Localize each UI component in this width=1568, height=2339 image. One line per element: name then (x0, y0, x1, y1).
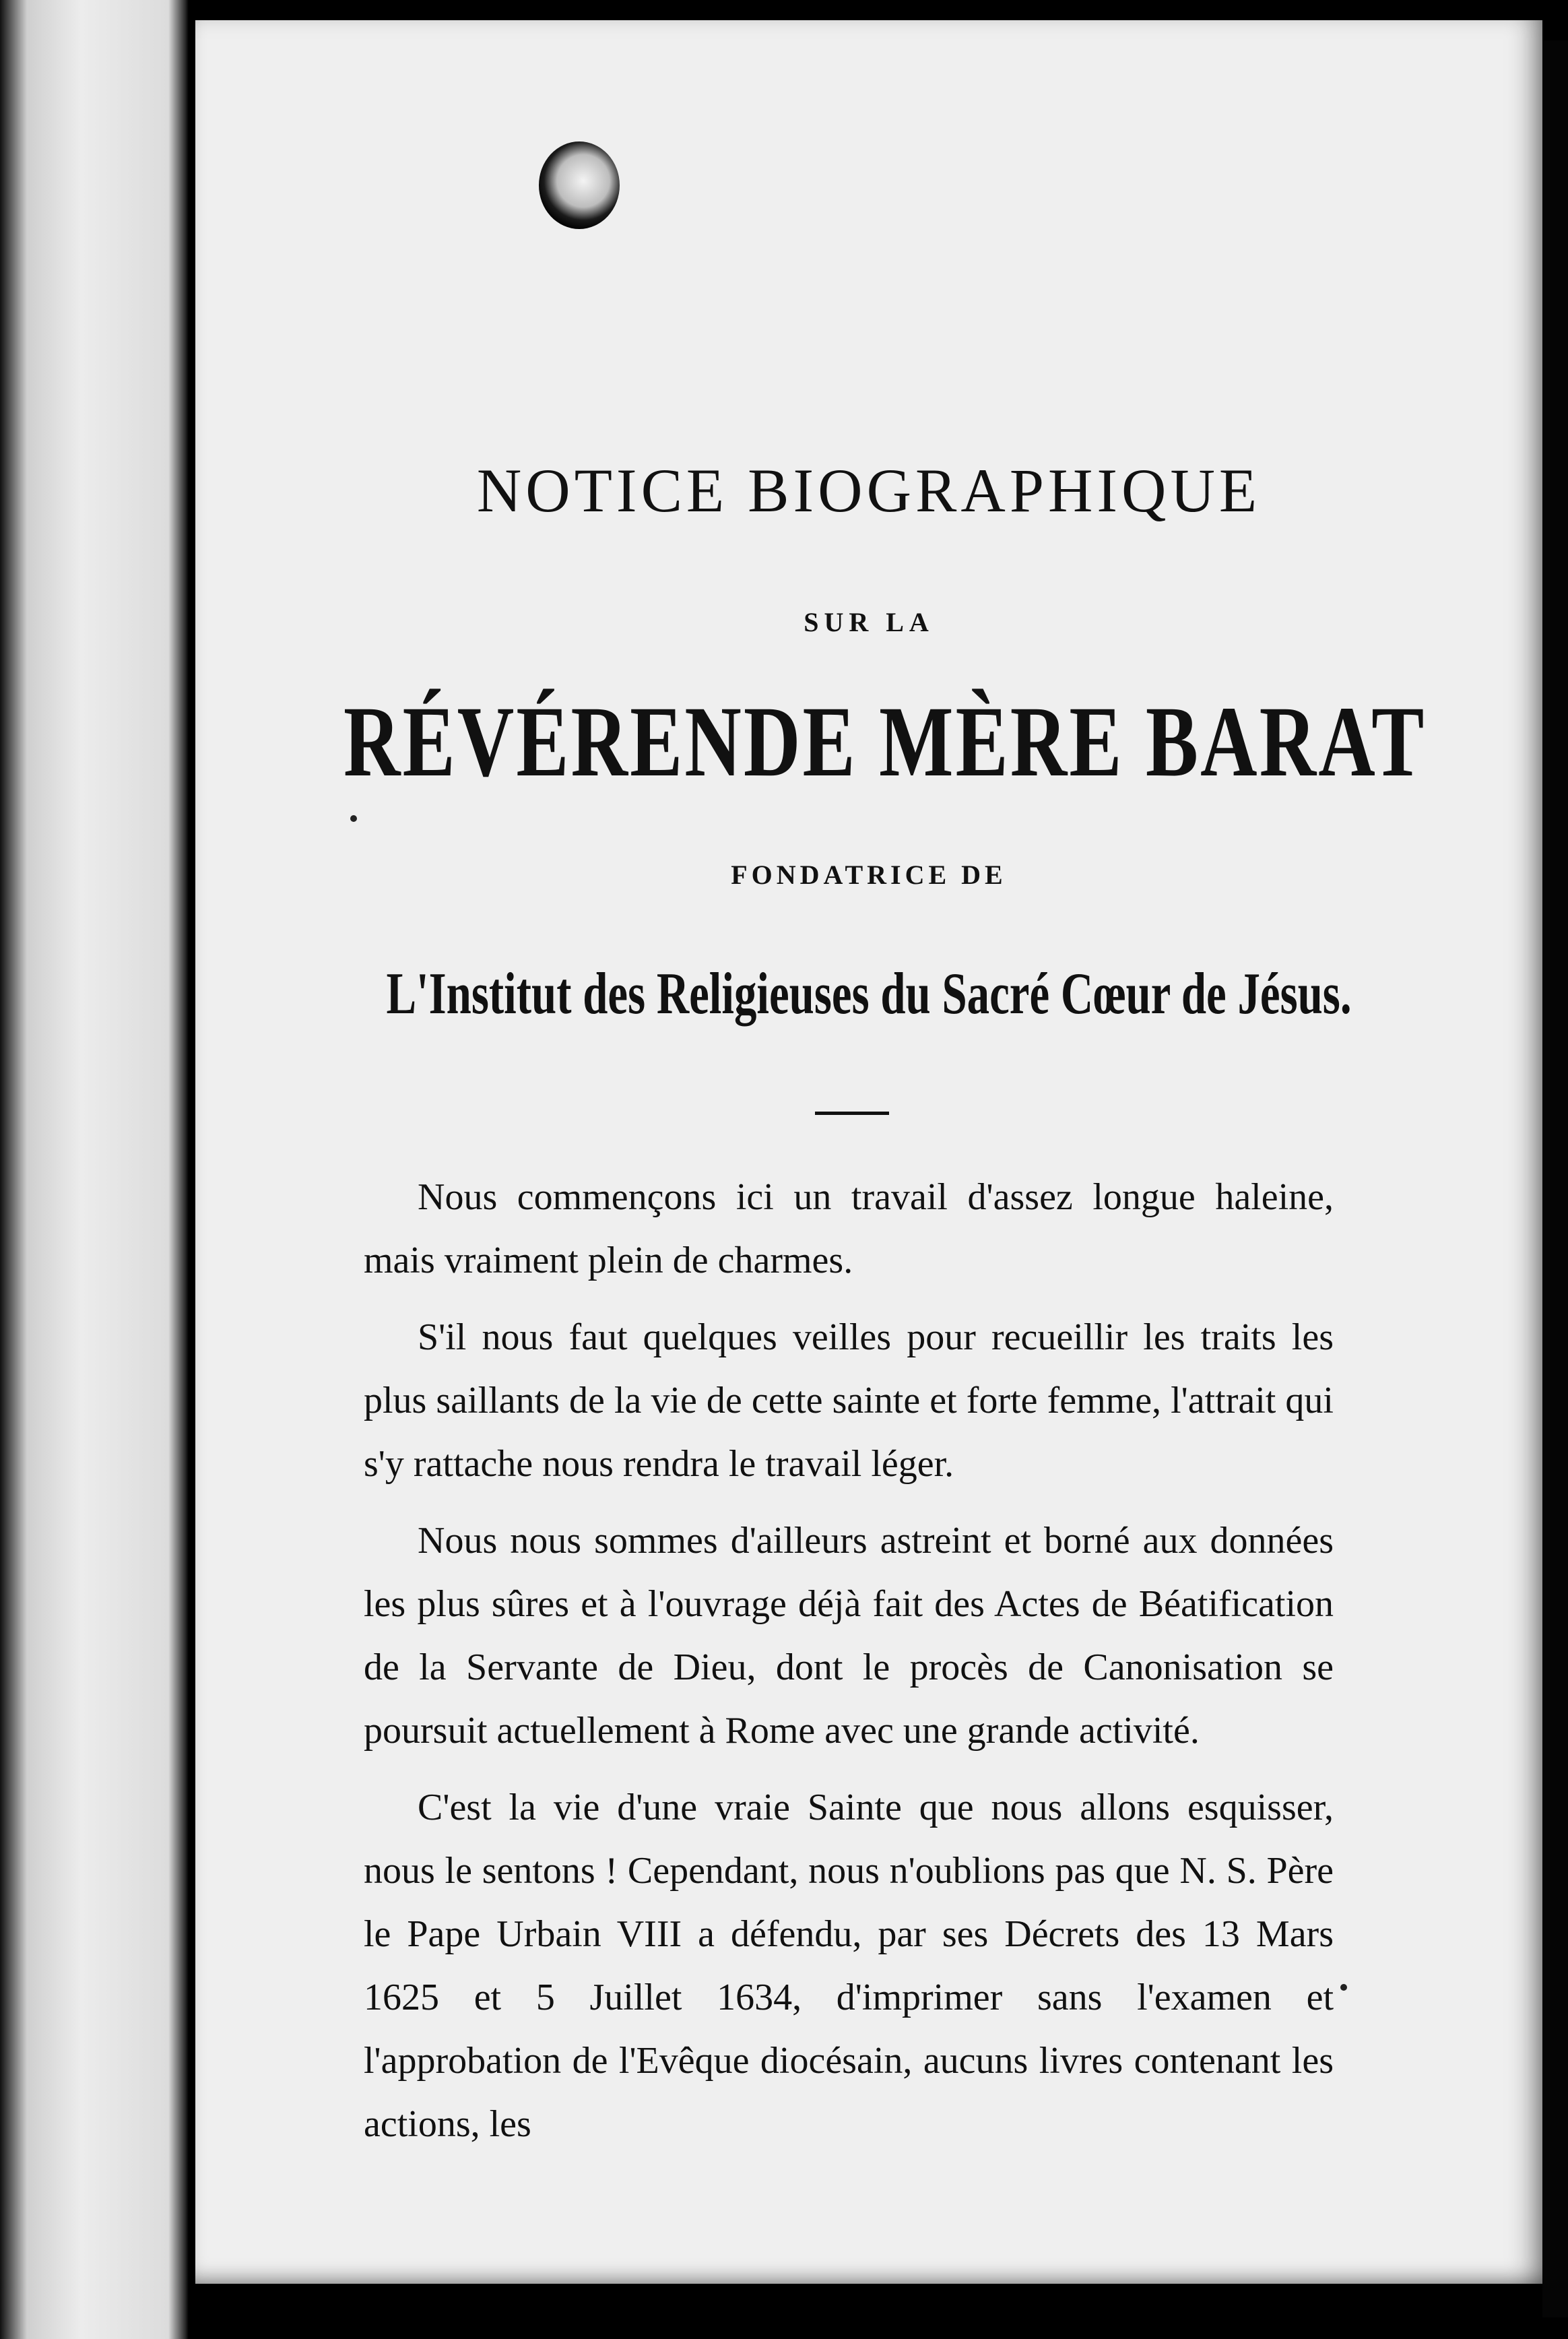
adjacent-page-edge (0, 0, 189, 2339)
main-title: RÉVÉRENDE MÈRE BARAT (344, 686, 1427, 798)
title-line-1: NOTICE BIOGRAPHIQUE (476, 456, 1262, 525)
paragraph: Nous nous sommes d'ailleurs astreint et borné aux données les plus sûres et à l'ouvrage déjà fait des Actes de Béatification de la Servante de Dieu, dont le procès de Canonisation se poursuit actuellement à Rome avec une grande activité. (364, 1520, 1334, 1752)
ink-speck (1340, 1984, 1347, 1991)
binding-hole (539, 141, 620, 229)
title-line-2: SUR LA (804, 607, 934, 637)
paragraph: C'est la vie d'une vraie Sainte que nous allons esquisser, nous le sentons ! Cependant, nous n'oublions pas que N. S. Père le Pape Urbain VIII a défendu, par ses Décrets des 13 Mars 1625 et 5 Juillet 1634, d'imprimer sans l'examen et l'approbation de l'Evêque diocésain, aucuns livres contenant les actions, les (364, 1787, 1334, 2145)
subtitle-line-2: L'Institut des Religieuses du Sacré Cœur de Jésus. (386, 961, 1352, 1027)
subtitle-line-1: FONDATRICE DE (731, 860, 1007, 890)
ink-speck (350, 815, 357, 822)
paragraph: Nous commençons ici un travail d'assez longue haleine, mais vraiment plein de charmes. (364, 1176, 1334, 1281)
separator-rule (815, 1112, 889, 1115)
document-page (195, 20, 1542, 2284)
paragraph: S'il nous faut quelques veilles pour recueillir les traits les plus saillants de la vie de cette sainte et forte femme, l'attrait qui s'y rattache nous rendra le travail léger. (364, 1316, 1334, 1485)
scan-border (1542, 40, 1568, 2317)
body-text (364, 1165, 1334, 2169)
